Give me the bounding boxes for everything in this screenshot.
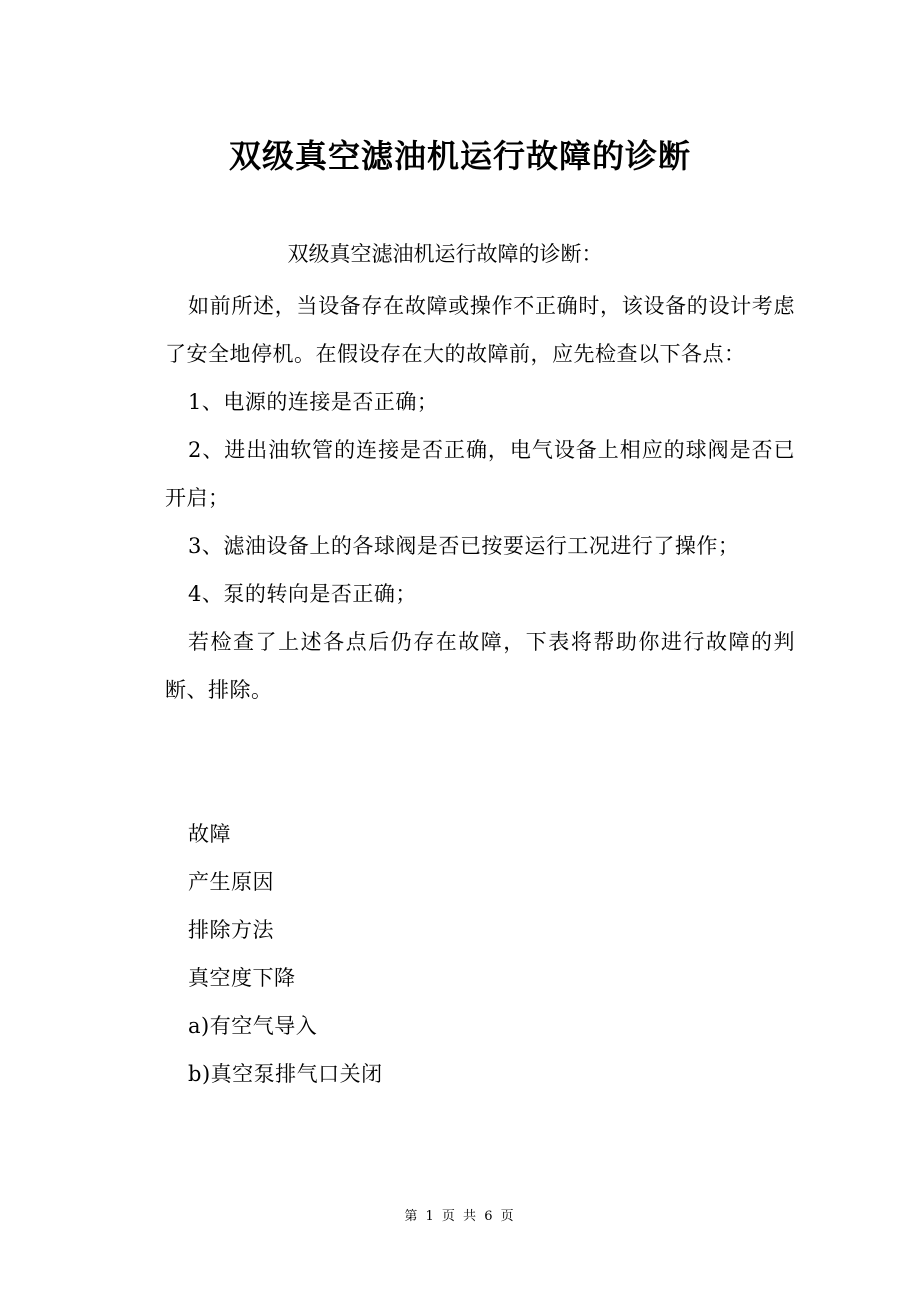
table-line-fault-vacuum-drop: 真空度下降 <box>188 966 296 990</box>
document-subtitle: 双级真空滤油机运行故障的诊断： <box>287 242 603 266</box>
paragraph-intro: 如前所述，当设备存在故障或操作不正确时，该设备的设计考虑了安全地停机。在假设存在大的故障前，应先检查以下各点： <box>165 294 795 366</box>
document-body <box>165 282 795 1098</box>
checklist-item-4: 4、泵的转向是否正确； <box>188 582 417 606</box>
table-line-cause-header: 产生原因 <box>188 870 274 894</box>
table-line-cause-a: a)有空气导入 <box>188 1014 318 1038</box>
page-number-footer: 第 1 页 共 6 页 <box>404 1209 516 1224</box>
spacer <box>165 714 795 810</box>
checklist-item-3: 3、滤油设备上的各球阀是否已按要运行工况进行了操作； <box>188 534 740 558</box>
document-title: 双级真空滤油机运行故障的诊断 <box>228 137 691 175</box>
paragraph-conclusion: 若检查了上述各点后仍存在故障，下表将帮助你进行故障的判断、排除。 <box>165 630 795 702</box>
checklist-item-1: 1、电源的连接是否正确； <box>188 390 439 414</box>
table-line-remedy-header: 排除方法 <box>188 918 274 942</box>
table-line-fault-header: 故障 <box>188 822 231 846</box>
table-line-cause-b: b)真空泵排气口关闭 <box>188 1062 383 1086</box>
checklist-item-2: 2、进出油软管的连接是否正确，电气设备上相应的球阀是否已开启； <box>165 438 795 510</box>
